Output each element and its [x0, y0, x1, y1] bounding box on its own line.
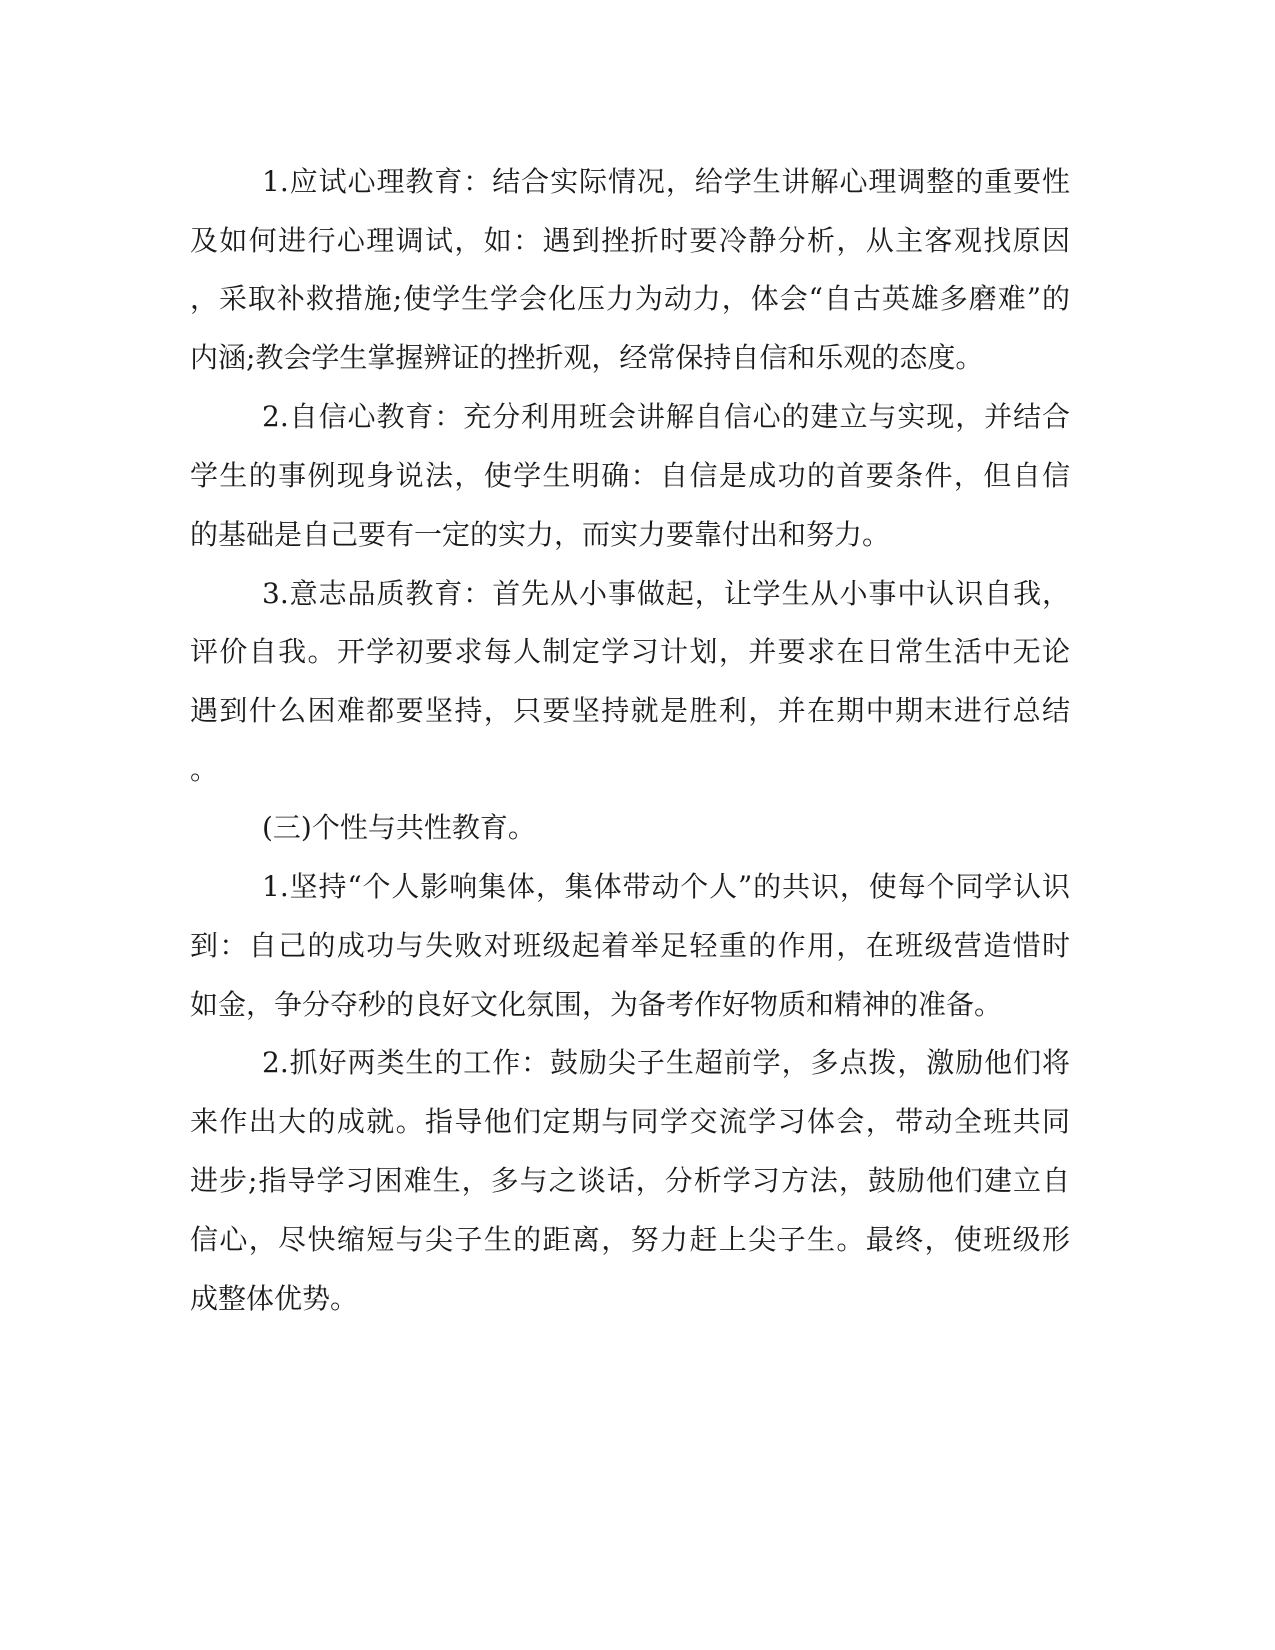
- paragraph-line: 2.自信心教育：充分利用班会讲解自信心的建立与实现，并结合: [262, 400, 1070, 433]
- paragraph-line: 到：自己的成功与失败对班级起着举足轻重的作用，在班级营造惜时: [190, 929, 1070, 962]
- paragraph-line: 3.意志品质教育：首先从小事做起，让学生从小事中认识自我，: [262, 577, 1070, 610]
- paragraph-line: 。: [190, 753, 219, 786]
- paragraph-line: 1.应试心理教育：结合实际情况，给学生讲解心理调整的重要性: [262, 165, 1070, 198]
- paragraph-line: 1.坚持“个人影响集体，集体带动个人”的共识，使每个同学认识: [262, 870, 1070, 903]
- paragraph-line: 遇到什么困难都要坚持，只要坚持就是胜利，并在期中期末进行总结: [190, 694, 1070, 727]
- paragraph-line: ，采取补救措施;使学生学会化压力为动力，体会“自古英雄多磨难”的: [190, 282, 1070, 315]
- paragraph-line: 进步;指导学习困难生，多与之谈话，分析学习方法，鼓励他们建立自: [190, 1164, 1070, 1197]
- paragraph-line: 评价自我。开学初要求每人制定学习计划，并要求在日常生活中无论: [190, 635, 1070, 668]
- paragraph-line: 信心，尽快缩短与尖子生的距离，努力赶上尖子生。最终，使班级形: [190, 1223, 1070, 1256]
- paragraph-line: 来作出大的成就。指导他们定期与同学交流学习体会，带动全班共同: [190, 1105, 1070, 1138]
- paragraph-line: 成整体优势。: [190, 1282, 359, 1315]
- paragraph-line: 的基础是自己要有一定的实力，而实力要靠付出和努力。: [190, 518, 891, 551]
- paragraph-line: 及如何进行心理调试，如：遇到挫折时要冷静分析，从主客观找原因: [190, 224, 1070, 257]
- paragraph-line: 如金，争分夺秒的良好文化氛围，为备考作好物质和精神的准备。: [190, 988, 1003, 1021]
- paragraph-line: 学生的事例现身说法，使学生明确：自信是成功的首要条件，但自信: [190, 459, 1070, 492]
- section-heading: (三)个性与共性教育。: [262, 811, 536, 844]
- paragraph-line: 内涵;教会学生掌握辨证的挫折观，经常保持自信和乐观的态度。: [190, 341, 984, 374]
- paragraph-line: 2.抓好两类生的工作：鼓励尖子生超前学，多点拨，激励他们将: [262, 1046, 1070, 1079]
